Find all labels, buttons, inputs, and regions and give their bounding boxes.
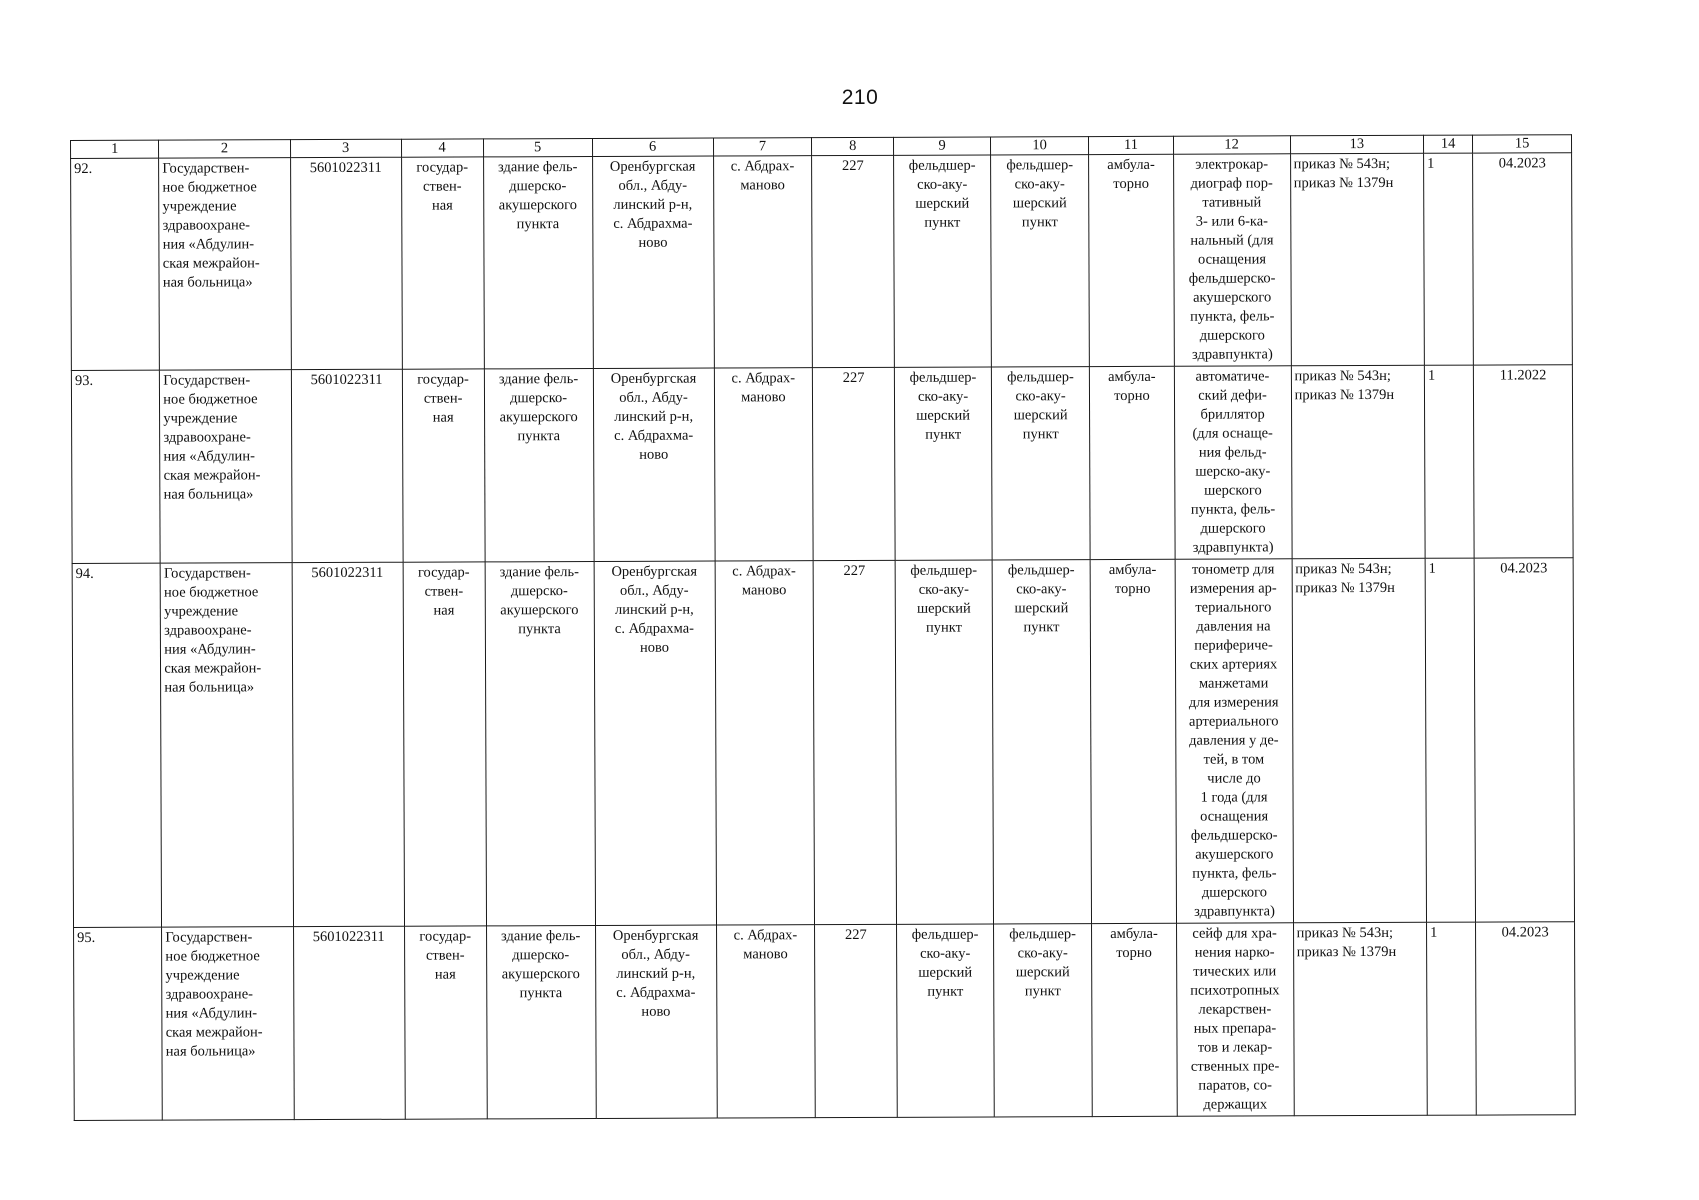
cell-line: ново bbox=[639, 446, 669, 463]
address-cell bbox=[593, 368, 715, 561]
equipment-cell bbox=[1173, 154, 1291, 366]
locality-cell bbox=[715, 561, 815, 925]
cell-line: с. Абдрахма- bbox=[613, 215, 693, 232]
cell-line: линский р-н, bbox=[613, 196, 693, 213]
quantity-cell: 1 bbox=[1425, 558, 1476, 922]
cell-line: ско-аку- bbox=[1014, 176, 1065, 193]
column-header: 10 bbox=[990, 137, 1089, 155]
cell-line: пункт bbox=[1024, 983, 1061, 1000]
cell-line: лекарствен- bbox=[1198, 1001, 1272, 1018]
cell-line: ное бюджетное bbox=[163, 584, 259, 601]
cell-line: амбула- bbox=[1107, 156, 1155, 174]
cell-line: оснащения bbox=[1200, 808, 1269, 825]
cell-line: здравпункта) bbox=[1194, 903, 1275, 920]
table-row bbox=[72, 558, 1574, 928]
cell-line: обл., Абду- bbox=[619, 582, 689, 599]
cell-line: дшерского bbox=[1199, 327, 1265, 344]
col8-cell: 227 bbox=[812, 155, 895, 367]
cell-line: тативный bbox=[1202, 194, 1262, 211]
cell-line: сейф для хра- bbox=[1192, 925, 1277, 942]
cell-line: пункта bbox=[519, 985, 563, 1002]
cell-line: (для оснаще- bbox=[1192, 425, 1273, 442]
cell-line: ная больница» bbox=[162, 274, 253, 291]
col10-cell bbox=[990, 155, 1089, 367]
cell-line: ских артериях bbox=[1189, 656, 1278, 673]
cell-line: приказ № 1379н bbox=[1294, 386, 1395, 404]
orders-cell bbox=[1290, 153, 1424, 366]
cell-line: акушерского bbox=[498, 197, 577, 214]
cell-line: шерский bbox=[1014, 600, 1069, 617]
cell-line: ново bbox=[639, 639, 670, 656]
cell-line: териального bbox=[1195, 599, 1272, 616]
inn-cell: 5601022311 bbox=[291, 369, 403, 562]
col9-cell bbox=[897, 924, 994, 1117]
cell-line: ная больница» bbox=[165, 1043, 256, 1060]
equipment-cell bbox=[1174, 366, 1292, 559]
cell-line: здравоохране- bbox=[162, 217, 251, 234]
cell-line: ская межрайон- bbox=[164, 660, 262, 677]
cell-line: 3- или 6-ка- bbox=[1195, 213, 1269, 230]
cell-line: пункт bbox=[1021, 214, 1058, 231]
cell-line: здравоохране- bbox=[164, 622, 252, 639]
cell-line: обл., Абду- bbox=[618, 177, 688, 194]
cell-line: торно bbox=[1116, 944, 1152, 961]
cell-line: здравоохране- bbox=[163, 429, 251, 446]
cell-line: пункта bbox=[516, 216, 560, 233]
cell-line: обл., Абду- bbox=[621, 946, 691, 963]
cell-line: государ- bbox=[417, 564, 470, 581]
cell-line: здравоохране- bbox=[165, 986, 253, 1003]
table-row bbox=[71, 153, 1573, 371]
locality-cell bbox=[713, 156, 812, 368]
cell-line: нения нарко- bbox=[1194, 944, 1275, 961]
cell-line: торно bbox=[1113, 175, 1149, 192]
cell-line: ская межрайон- bbox=[162, 255, 260, 272]
cell-line: шерский bbox=[918, 964, 973, 981]
column-header: 15 bbox=[1473, 135, 1572, 153]
col8-cell: 227 bbox=[813, 367, 896, 560]
cell-line: паратов, со- bbox=[1198, 1077, 1272, 1094]
cell-line: шерский bbox=[1013, 407, 1068, 424]
cell-line: ствен- bbox=[425, 947, 465, 964]
col9-cell bbox=[895, 367, 992, 560]
quantity-cell: 1 bbox=[1427, 922, 1477, 1115]
institution-cell bbox=[162, 927, 294, 1121]
date-cell: 04.2023 bbox=[1476, 922, 1575, 1115]
table-row bbox=[74, 922, 1576, 1121]
cell-line: периферичe- bbox=[1194, 637, 1273, 654]
cell-line: учреждение bbox=[162, 198, 237, 215]
col11-cell bbox=[1090, 366, 1175, 559]
cell-line: дшерско- bbox=[509, 178, 567, 195]
cell-line: пункт bbox=[925, 619, 962, 636]
col8-cell: 227 bbox=[815, 924, 898, 1117]
cell-line: ная bbox=[432, 409, 454, 426]
cell-line: ная bbox=[433, 602, 455, 619]
row-number-cell: 94. bbox=[72, 563, 162, 927]
col10-cell bbox=[993, 924, 1092, 1117]
cell-line: здравпункта) bbox=[1192, 539, 1274, 556]
cell-line: акушерского bbox=[1193, 289, 1272, 306]
cell-line: тонометр для bbox=[1191, 561, 1275, 578]
cell-line: пункта bbox=[517, 428, 561, 445]
cell-line: ных препара- bbox=[1193, 1020, 1277, 1037]
cell-line: шерский bbox=[916, 600, 971, 617]
cell-line: приказ № 543н; bbox=[1295, 560, 1392, 578]
cell-line: ско-аку- bbox=[918, 581, 969, 598]
cell-line: ния фельд- bbox=[1198, 444, 1267, 461]
address-cell bbox=[595, 925, 717, 1118]
cell-line: с. Абдрахма- bbox=[614, 427, 694, 444]
ownership-cell bbox=[401, 157, 484, 369]
cell-line: линский р-н, bbox=[614, 601, 694, 618]
cell-line: с. Абдрах- bbox=[731, 370, 796, 387]
cell-line: маново bbox=[741, 389, 786, 406]
cell-line: ния «Абдулин- bbox=[163, 448, 255, 465]
table-body bbox=[71, 153, 1576, 1121]
date-cell: 04.2023 bbox=[1474, 558, 1574, 922]
quantity-cell: 1 bbox=[1424, 153, 1474, 365]
cell-line: пункта, фель- bbox=[1190, 501, 1276, 518]
cell-line: электрокар- bbox=[1195, 156, 1269, 173]
building-cell bbox=[486, 925, 596, 1118]
quantity-cell: 1 bbox=[1424, 365, 1474, 558]
orders-cell bbox=[1292, 558, 1427, 923]
cell-line: ная больница» bbox=[164, 679, 255, 696]
col10-cell bbox=[991, 367, 1090, 560]
cell-line: нальный (для bbox=[1190, 232, 1274, 249]
document-sheet bbox=[70, 134, 1576, 1121]
cell-line: приказ № 543н; bbox=[1294, 367, 1391, 385]
cell-line: измерения ар- bbox=[1189, 580, 1277, 597]
cell-line: амбула- bbox=[1108, 561, 1157, 579]
cell-line: здание фель- bbox=[500, 928, 581, 945]
cell-line: государ- bbox=[416, 159, 469, 176]
cell-line: акушерского bbox=[1195, 846, 1274, 863]
equipment-cell bbox=[1175, 559, 1293, 923]
cell-line: ное бюджетное bbox=[162, 179, 257, 196]
cell-line: фельдшер- bbox=[910, 562, 978, 579]
cell-line: здравпункта) bbox=[1191, 346, 1273, 363]
cell-line: ния «Абдулин- bbox=[164, 641, 256, 658]
cell-line: здание фель- bbox=[499, 564, 579, 581]
cell-line: давления у де- bbox=[1189, 732, 1279, 749]
cell-line: амбула- bbox=[1108, 368, 1156, 386]
cell-line: оснащения bbox=[1197, 251, 1267, 268]
cell-line: фельдшер- bbox=[1009, 926, 1077, 943]
cell-line: дшерско- bbox=[510, 583, 568, 600]
cell-line: фельдшер- bbox=[909, 369, 977, 386]
cell-line: шерский bbox=[1012, 195, 1067, 212]
building-cell bbox=[485, 561, 595, 925]
cell-line: учреждение bbox=[164, 603, 239, 620]
cell-line: бриллятор bbox=[1200, 406, 1265, 423]
cell-line: дшерско- bbox=[512, 947, 570, 964]
cell-line: приказ № 1379н bbox=[1296, 943, 1397, 961]
col8-cell: 227 bbox=[813, 560, 897, 924]
cell-line: Оренбургская bbox=[611, 563, 698, 580]
row-number-cell: 93. bbox=[71, 370, 160, 563]
cell-line: приказ № 1379н bbox=[1295, 579, 1395, 597]
cell-line: шерский bbox=[1015, 964, 1070, 981]
cell-line: пункт bbox=[924, 214, 961, 231]
cell-line: шерский bbox=[916, 407, 971, 424]
cell-line: ско-аку- bbox=[917, 176, 968, 193]
cell-line: Государствен- bbox=[165, 929, 253, 946]
cell-line: ско-аку- bbox=[920, 945, 971, 962]
cell-line: ново bbox=[641, 1003, 671, 1020]
cell-line: маново bbox=[741, 582, 787, 599]
cell-line: манжетами bbox=[1198, 675, 1269, 692]
cell-line: ствен- bbox=[422, 178, 462, 195]
cell-line: ственных пре- bbox=[1190, 1058, 1280, 1075]
cell-line: ско-аку- bbox=[1015, 388, 1066, 405]
cell-line: ско-аку- bbox=[917, 388, 969, 405]
cell-line: ное бюджетное bbox=[165, 948, 260, 965]
col11-cell bbox=[1090, 559, 1176, 923]
cell-line: Оренбургская bbox=[609, 158, 696, 175]
cell-line: ная bbox=[431, 197, 453, 214]
col9-cell bbox=[895, 560, 993, 924]
column-header: 13 bbox=[1290, 135, 1424, 154]
cell-line: держащих bbox=[1203, 1096, 1268, 1113]
cell-line: шерский bbox=[915, 195, 970, 212]
institution-cell bbox=[159, 158, 291, 371]
row-number-cell: 95. bbox=[74, 927, 163, 1120]
cell-line: здание фель- bbox=[497, 159, 578, 176]
col11-cell bbox=[1092, 923, 1177, 1116]
cell-line: линский р-н, bbox=[614, 408, 694, 425]
column-header: 2 bbox=[159, 140, 290, 159]
cell-line: фельдшерско- bbox=[1190, 827, 1278, 844]
cell-line: с. Абдрахма- bbox=[616, 984, 696, 1001]
cell-line: тей, в том bbox=[1203, 751, 1265, 768]
cell-line: пункта, фель- bbox=[1190, 308, 1275, 325]
cell-line: торно bbox=[1114, 387, 1150, 404]
cell-line: Государствен- bbox=[163, 372, 251, 389]
cell-line: здание фель- bbox=[498, 371, 579, 388]
cell-line: ния «Абдулин- bbox=[165, 1005, 258, 1022]
date-cell: 04.2023 bbox=[1473, 153, 1573, 365]
date-cell: 11.2022 bbox=[1474, 365, 1573, 558]
cell-line: пункт bbox=[925, 426, 962, 443]
cell-line: шерско-аку- bbox=[1195, 463, 1271, 480]
inn-cell: 5601022311 bbox=[293, 926, 405, 1119]
cell-line: приказ № 543н; bbox=[1293, 155, 1391, 173]
cell-line: пункт bbox=[927, 983, 964, 1000]
cell-line: давления на bbox=[1196, 618, 1271, 635]
cell-line: пункт bbox=[1023, 619, 1060, 636]
building-cell bbox=[484, 368, 594, 561]
building-cell bbox=[483, 156, 593, 368]
cell-line: автоматиче- bbox=[1195, 368, 1270, 385]
cell-line: фельдшер- bbox=[1006, 157, 1074, 174]
cell-line: артериального bbox=[1188, 713, 1279, 730]
cell-line: числе до bbox=[1207, 770, 1261, 787]
orders-cell bbox=[1293, 922, 1427, 1116]
column-header: 8 bbox=[812, 137, 894, 155]
cell-line: пункта bbox=[518, 621, 561, 638]
cell-line: ская межрайон- bbox=[163, 467, 261, 484]
cell-line: ная bbox=[434, 966, 456, 983]
cell-line: учреждение bbox=[163, 410, 238, 427]
cell-line: ново bbox=[638, 234, 668, 251]
cell-line: ное бюджетное bbox=[163, 391, 258, 408]
inn-cell: 5601022311 bbox=[292, 562, 404, 926]
column-header: 14 bbox=[1424, 135, 1473, 153]
cell-line: Государствен- bbox=[163, 565, 251, 582]
cell-line: шерского bbox=[1204, 482, 1262, 499]
cell-line: дшерского bbox=[1201, 884, 1268, 901]
col11-cell bbox=[1089, 154, 1174, 366]
col9-cell bbox=[894, 155, 991, 367]
cell-line: ско-аку- bbox=[1017, 945, 1068, 962]
cell-line: тов и лекар- bbox=[1197, 1039, 1273, 1056]
cell-line: диограф пор- bbox=[1190, 175, 1273, 192]
cell-line: ствен- bbox=[424, 583, 464, 600]
column-header: 4 bbox=[401, 139, 483, 157]
cell-line: государ- bbox=[417, 371, 469, 388]
cell-line: фельдшер- bbox=[1007, 562, 1075, 579]
col10-cell bbox=[992, 560, 1092, 924]
registry-table bbox=[70, 134, 1576, 1121]
table-row bbox=[71, 365, 1573, 564]
cell-line: государ- bbox=[419, 928, 472, 945]
cell-line: маново bbox=[743, 946, 788, 963]
cell-line: акушерского bbox=[501, 966, 580, 983]
locality-cell bbox=[716, 925, 815, 1118]
cell-line: фельдшерско- bbox=[1188, 270, 1276, 287]
address-cell bbox=[592, 156, 714, 368]
cell-line: Оренбургская bbox=[610, 370, 697, 387]
cell-line: психотропных bbox=[1190, 982, 1280, 999]
cell-line: линский р-н, bbox=[616, 965, 696, 982]
page-number: 210 bbox=[841, 86, 879, 109]
column-header: 12 bbox=[1173, 136, 1290, 154]
column-header: 5 bbox=[483, 138, 592, 156]
locality-cell bbox=[714, 368, 813, 561]
cell-line: фельдшер- bbox=[911, 926, 979, 943]
cell-line: учреждение bbox=[165, 967, 240, 984]
equipment-cell bbox=[1176, 923, 1294, 1116]
cell-line: ния «Абдулин- bbox=[162, 236, 255, 253]
cell-line: с. Абдрах- bbox=[732, 563, 796, 580]
cell-line: 1 года (для bbox=[1200, 789, 1268, 806]
cell-line: приказ № 543н; bbox=[1296, 924, 1394, 942]
cell-line: ский дефи- bbox=[1198, 387, 1267, 404]
cell-line: пункта, фель- bbox=[1192, 865, 1277, 882]
address-cell bbox=[594, 561, 717, 925]
cell-line: обл., Абду- bbox=[619, 389, 688, 406]
cell-line: акушерского bbox=[500, 602, 579, 619]
cell-line: дшерского bbox=[1200, 520, 1266, 537]
institution-cell bbox=[160, 370, 292, 564]
cell-line: акушерского bbox=[499, 409, 578, 426]
cell-line: фельдшер- bbox=[1007, 369, 1074, 386]
column-header: 7 bbox=[713, 138, 812, 156]
cell-line: Оренбургская bbox=[612, 927, 699, 944]
cell-line: торно bbox=[1114, 580, 1151, 597]
cell-line: маново bbox=[740, 177, 785, 194]
column-header: 3 bbox=[290, 139, 401, 157]
cell-line: ствен- bbox=[423, 390, 463, 407]
column-header: 6 bbox=[592, 138, 713, 156]
cell-line: приказ № 1379н bbox=[1293, 174, 1394, 192]
column-header: 9 bbox=[894, 137, 991, 155]
cell-line: с. Абдрахма- bbox=[614, 620, 695, 637]
cell-line: для измерения bbox=[1188, 694, 1279, 711]
institution-cell bbox=[160, 563, 293, 928]
column-header: 1 bbox=[71, 140, 159, 158]
inn-cell: 5601022311 bbox=[290, 157, 402, 369]
ownership-cell bbox=[404, 926, 487, 1119]
ownership-cell bbox=[402, 369, 485, 562]
cell-line: пункт bbox=[1022, 426, 1059, 443]
column-header: 11 bbox=[1089, 136, 1173, 154]
cell-line: тических или bbox=[1193, 963, 1277, 980]
cell-line: с. Абдрах- bbox=[730, 158, 795, 175]
cell-line: дшерско- bbox=[510, 390, 568, 407]
cell-line: фельдшер- bbox=[908, 157, 976, 174]
orders-cell bbox=[1291, 365, 1425, 559]
cell-line: ная больница» bbox=[163, 486, 254, 503]
row-number-cell: 92. bbox=[71, 158, 160, 370]
cell-line: ская межрайон- bbox=[165, 1024, 263, 1041]
ownership-cell bbox=[403, 562, 487, 926]
cell-line: Государствен- bbox=[162, 160, 250, 177]
cell-line: амбула- bbox=[1110, 925, 1158, 943]
cell-line: с. Абдрах- bbox=[733, 927, 798, 944]
cell-line: ско-аку- bbox=[1016, 581, 1067, 598]
